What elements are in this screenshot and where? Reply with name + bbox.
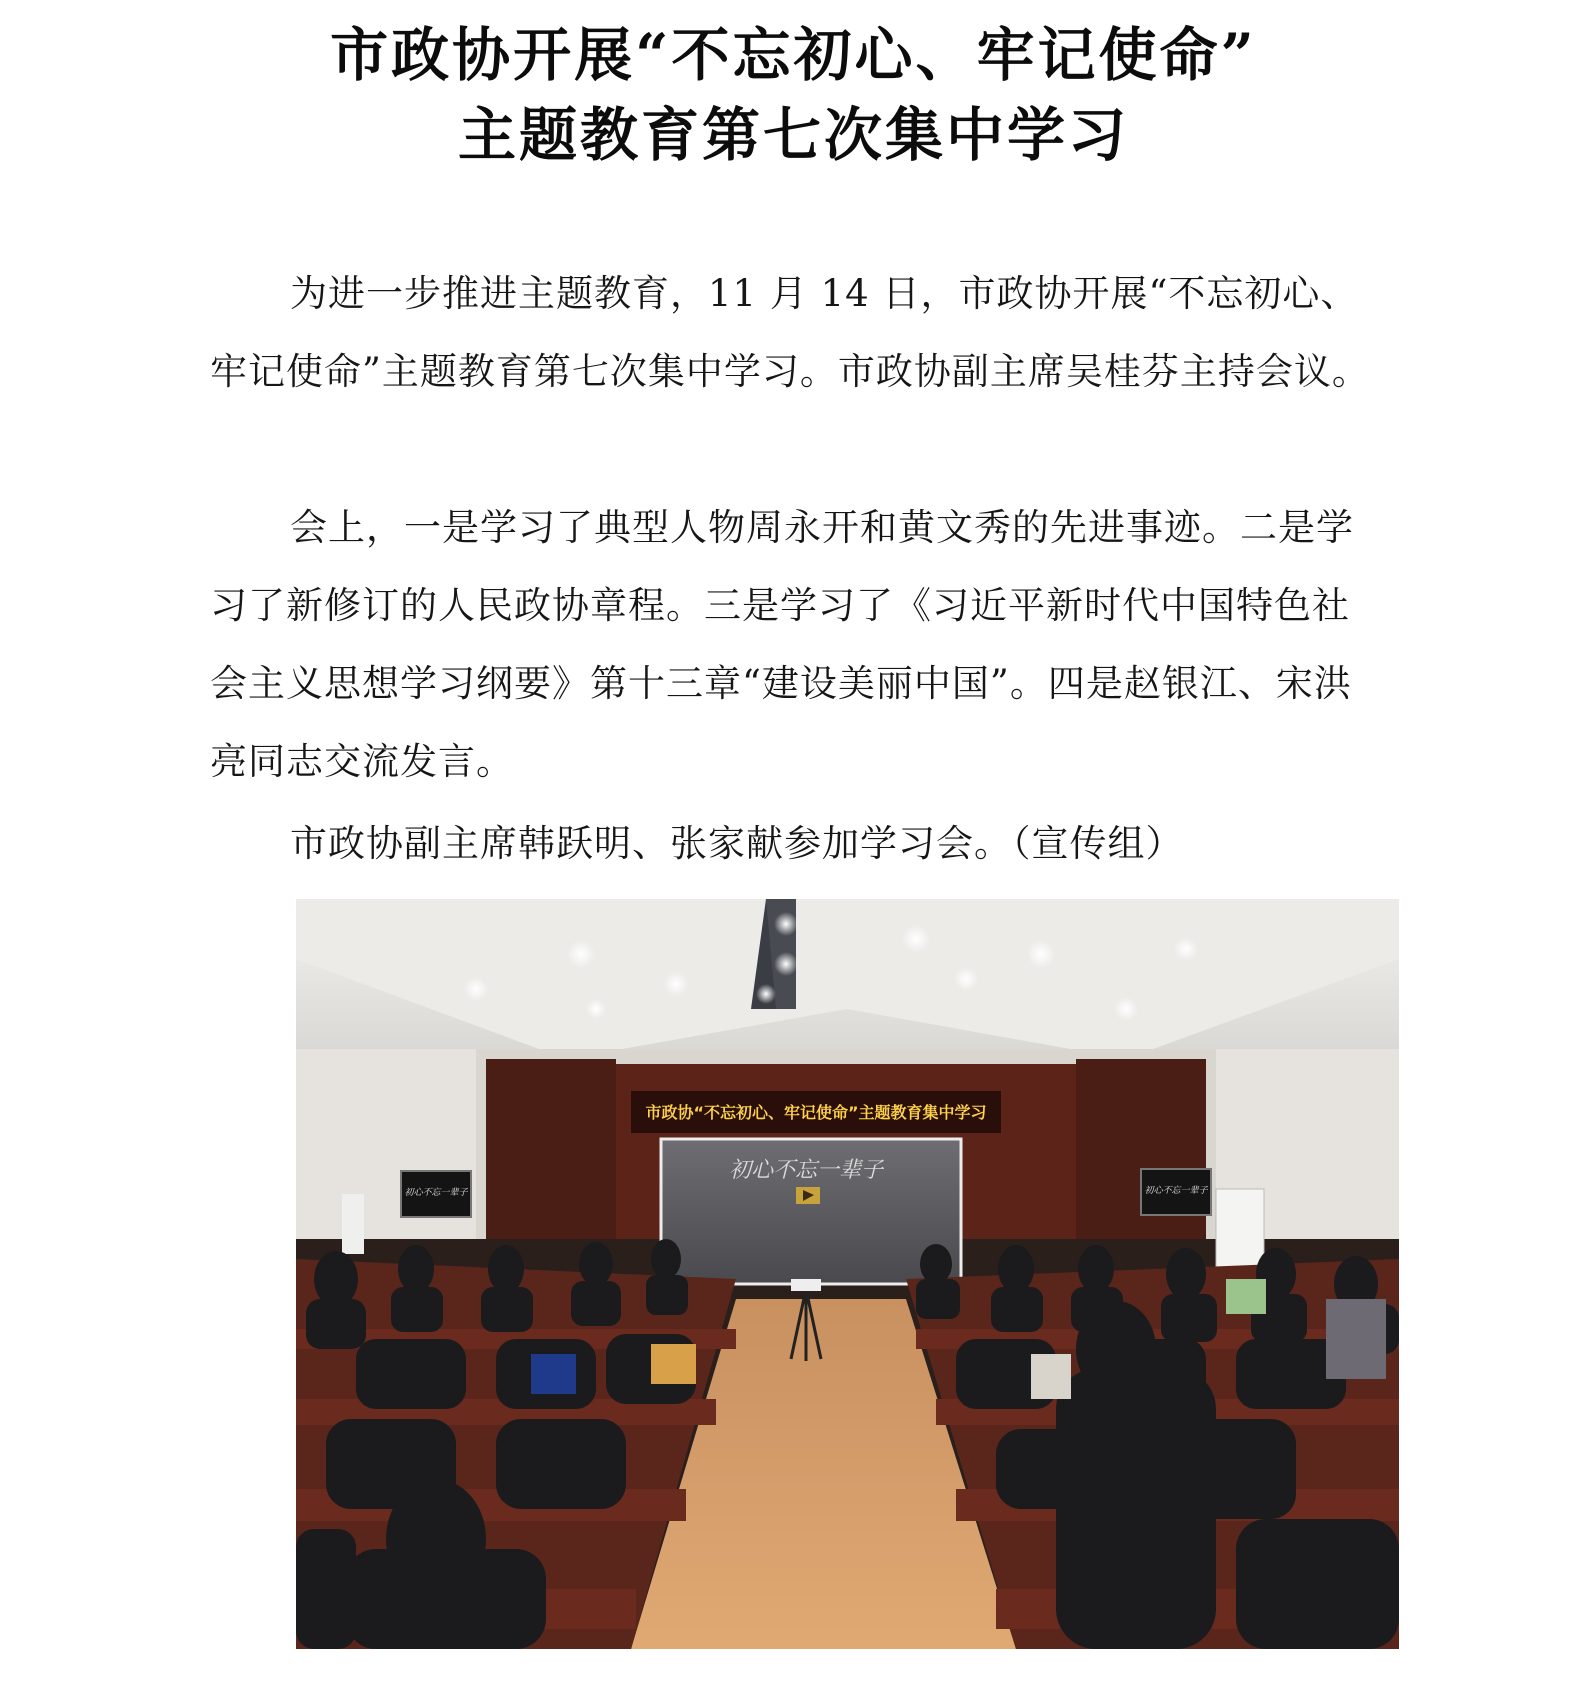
paragraph-1-text: 为进一步推进主题教育，11 月 14 日，市政协开展“不忘初心、牢记使命”主题教育第七次集中学习。市政协副主席吴桂芬主持会议。 xyxy=(210,272,1370,393)
banner-text: 市政协“不忘初心、牢记使命”主题教育集中学习 xyxy=(645,1103,987,1122)
document-title-line1: 市政协开展“不忘初心、牢记使命” xyxy=(330,21,1257,89)
paragraph-3 xyxy=(210,805,1385,883)
paragraph-2 xyxy=(210,489,1385,801)
paragraph-2-text: 会上，一是学习了典型人物周永开和黄文秀的先进事迹。二是学习了新修订的人民政协章程。三是学习了《习近平新时代中国特色社会主义思想学习纲要》第十三章“建设美丽中国”。四是赵银江、宋洪亮同志交流发言。 xyxy=(210,506,1354,783)
paragraph-3-text: 市政协副主席韩跃明、张家献参加学习会。（宣传组） xyxy=(290,822,1184,865)
screen-text: 初心不忘一辈子 xyxy=(728,1158,884,1183)
document-title-line2: 主题教育第七次集中学习 xyxy=(457,101,1129,169)
meeting-photo xyxy=(296,899,1399,1649)
tv-right-text: 初心不忘一辈子 xyxy=(1144,1186,1208,1196)
wood-panel-left xyxy=(486,1059,616,1239)
paragraph-1 xyxy=(210,255,1385,411)
tv-left-text: 初心不忘一辈子 xyxy=(404,1188,468,1198)
meeting-room-illustration xyxy=(296,899,1399,1649)
